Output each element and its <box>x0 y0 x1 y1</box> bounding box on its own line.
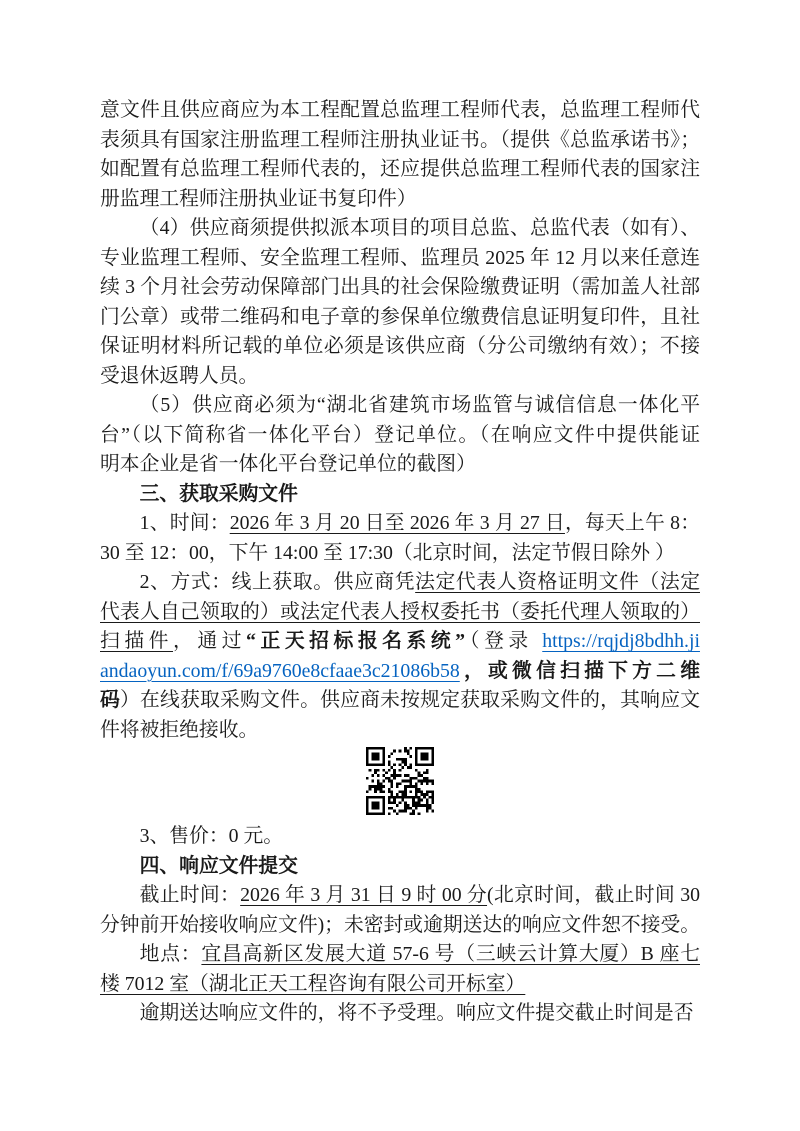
doc-line <box>100 657 700 687</box>
emphasized-text: 四、响应文件提交 <box>139 854 298 877</box>
doc-line <box>100 598 700 628</box>
text-segment: 明本企业是省一体化平台登记单位的截图） <box>100 453 476 475</box>
underlined-text: 扫描件 <box>100 630 174 652</box>
text-segment: 地点： <box>139 943 202 965</box>
doc-line <box>100 185 700 215</box>
text-segment: 保证明材料所记载的单位必须是该供应商（分公司缴纳有效）；不接 <box>100 335 700 357</box>
doc-line <box>100 96 700 126</box>
emphasized-text: 三、获取采购文件 <box>139 482 298 505</box>
doc-line <box>100 303 700 333</box>
doc-line <box>100 822 700 852</box>
text-segment: 逾期送达响应文件的，将不予受理。响应文件提交截止时间是否 <box>139 1002 694 1024</box>
text-segment: 件将被拒绝接收。 <box>100 718 259 741</box>
text-segment: （登录 <box>465 630 543 652</box>
text-segment: 30 至 12：00，下午 14:00 至 17:30（北京时间，法定节假日除外 ） <box>100 541 675 564</box>
document-body <box>100 96 700 1029</box>
doc-line <box>100 155 700 185</box>
doc-line <box>100 450 700 480</box>
doc-line <box>100 244 700 274</box>
underlined-text: 楼 7012 室（湖北正天工程咨询有限公司开标室） <box>100 972 526 995</box>
doc-line <box>100 999 700 1029</box>
doc-line <box>100 362 700 392</box>
underlined-text: 法定代表人资格证明文件（法定 <box>415 571 700 593</box>
doc-line <box>100 970 700 1000</box>
doc-line <box>100 273 700 303</box>
text-segment: 1、时间： <box>139 512 230 534</box>
underlined-text: 代表人自己领取的）或法定代表人授权委托书（委托代理人领取的） <box>100 600 700 623</box>
doc-line <box>100 332 700 362</box>
text-segment: 分钟前开始接收响应文件)；未密封或逾期送达的响应文件恕不接受。 <box>100 913 701 936</box>
text-segment: 表须具有国家注册监理工程师注册执业证书。（提供《总监承诺书》； <box>100 128 700 151</box>
doc-line <box>100 881 700 911</box>
doc-line <box>100 716 700 746</box>
text-segment: 2、方式：线上获取。供应商凭 <box>139 571 416 593</box>
text-segment: ，每天上午 8： <box>564 512 700 534</box>
underlined-text: 宜昌高新区发展大道 57-6 号（三峡云计算大厦）B 座七 <box>201 943 700 965</box>
doc-line <box>100 214 700 244</box>
text-segment: 台”（以下简称省一体化平台）登记单位。（在响应文件中提供能证 <box>100 423 700 446</box>
doc-line <box>100 911 700 941</box>
text-segment: （5）供应商必须为“湖北省建筑市场监管与诚信信息一体化平 <box>139 394 700 416</box>
qr-code <box>100 745 700 822</box>
text-segment: 专业监理工程师、安全监理工程师、监理员 2025 年 12 月以来任意连 <box>100 246 700 269</box>
text-segment: 如配置有总监理工程师代表的，还应提供总监理工程师代表的国家注 <box>100 158 700 180</box>
doc-line <box>100 126 700 156</box>
doc-line <box>100 391 700 421</box>
text-segment: (北京时间，截止时间 30 <box>487 884 700 906</box>
emphasized-text: 码 <box>100 689 121 711</box>
text-segment: ，通过 <box>173 630 247 652</box>
underlined-text: 2026 年 3 月 20 日至 2026 年 3 月 27 日 <box>229 512 565 534</box>
registration-system-link[interactable]: andaoyun.com/f/69a9760e8cfaae3c21086b58 <box>100 659 460 682</box>
doc-line <box>100 480 700 510</box>
doc-line <box>100 509 700 539</box>
doc-line <box>100 940 700 970</box>
text-segment: 3、售价：0 元。 <box>139 825 284 847</box>
doc-line <box>100 686 700 716</box>
text-segment: 续 3 个月社会劳动保障部门出具的社会保险缴费证明（需加盖人社部 <box>100 276 700 298</box>
registration-system-link[interactable]: https://rqjdj8bdhh.ji <box>542 630 700 652</box>
doc-line <box>100 627 700 657</box>
doc-line <box>100 421 700 451</box>
text-segment: （4）供应商须提供拟派本项目的项目总监、总监代表（如有）、 <box>139 217 700 239</box>
text-segment: 册监理工程师注册执业证书复印件） <box>100 187 417 210</box>
doc-line <box>100 539 700 569</box>
text-segment: 门公章）或带二维码和电子章的参保单位缴费信息证明复印件，且社 <box>100 305 700 328</box>
emphasized-text: “正天招标报名系统” <box>246 630 466 652</box>
text-segment: 受退休返聘人员。 <box>100 364 259 387</box>
text-segment: 意文件且供应商应为本工程配置总监理工程师代表，总监理工程师代 <box>100 99 700 121</box>
doc-line <box>100 568 700 598</box>
text-segment: ）在线获取采购文件。供应商未按规定获取采购文件的，其响应文 <box>120 689 700 711</box>
text-segment: 截止时间： <box>139 884 241 906</box>
doc-line <box>100 852 700 882</box>
emphasized-text: ，或微信扫描下方二维 <box>459 659 700 682</box>
underlined-text: 2026 年 3 月 31 日 9 时 00 分 <box>240 884 488 906</box>
